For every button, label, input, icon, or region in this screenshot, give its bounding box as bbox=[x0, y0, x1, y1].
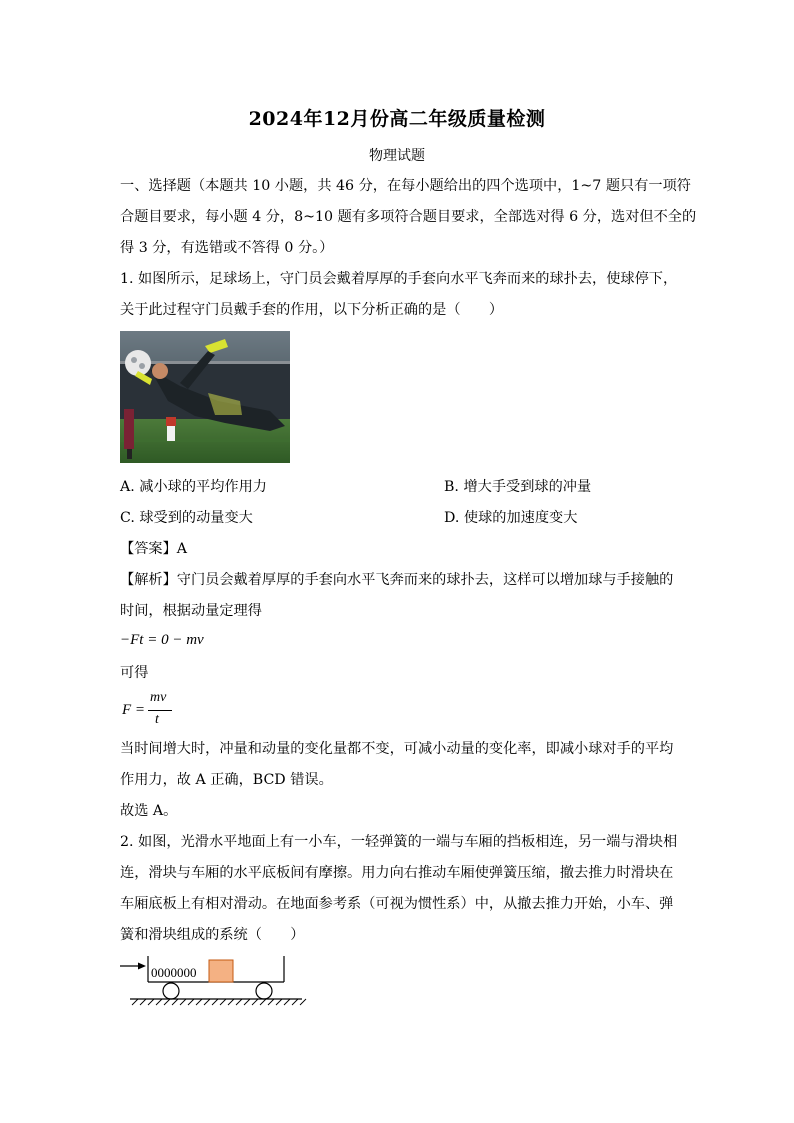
q2-stem-line-1: 2. 如图，光滑水平地面上有一小车，一轻弹簧的一端与车厢的挡板相连，另一端与滑块相 bbox=[120, 834, 678, 850]
cart-spring-diagram bbox=[118, 948, 308, 1010]
q1-option-b: B. 增大手受到球的冲量 bbox=[444, 479, 592, 495]
formula-denominator: t bbox=[155, 712, 159, 727]
section-intro-line-2: 合题目要求，每小题 4 分，8~10 题有多项符合题目要求，全部选对得 6 分，选对但不全的 bbox=[120, 209, 697, 225]
hatch-mark bbox=[156, 999, 162, 1005]
hatch-mark bbox=[188, 999, 194, 1005]
hatch-mark bbox=[252, 999, 258, 1005]
q1-option-d: D. 使球的加速度变大 bbox=[444, 510, 578, 526]
hatch-mark bbox=[204, 999, 210, 1005]
slider-block bbox=[209, 960, 233, 982]
q1-option-c: C. 球受到的动量变大 bbox=[120, 510, 253, 526]
q1-formula-force bbox=[120, 690, 180, 732]
hatch-mark bbox=[300, 999, 306, 1005]
q1-stem-line-2: 关于此过程守门员戴手套的作用，以下分析正确的是（ ） bbox=[120, 302, 504, 318]
q1-stem-line-1: 1. 如图所示，足球场上，守门员会戴着厚厚的手套向水平飞奔而来的球扑去，使球停下， bbox=[120, 271, 678, 287]
goalkeeper-photo bbox=[120, 331, 290, 463]
q1-conclusion-line-1: 当时间增大时，冲量和动量的变化量都不变，可减小动量的变化率，即减小球对手的平均 bbox=[120, 741, 674, 757]
hatch-mark bbox=[220, 999, 226, 1005]
q2-stem-line-2: 连，滑块与车厢的水平底板间有摩擦。用力向右推动车厢使弹簧压缩，撤去推力时滑块在 bbox=[120, 865, 674, 881]
q1-answer: 【答案】A bbox=[120, 541, 187, 557]
hatch-mark bbox=[244, 999, 250, 1005]
hatch-mark bbox=[180, 999, 186, 1005]
section-intro-line-3: 得 3 分，有选错或不答得 0 分。） bbox=[120, 240, 334, 256]
q1-choose: 故选 A。 bbox=[120, 803, 178, 819]
hatch-mark bbox=[196, 999, 202, 1005]
hatch-mark bbox=[284, 999, 290, 1005]
hatch-mark bbox=[260, 999, 266, 1005]
q1-analysis-line-2: 时间，根据动量定理得 bbox=[120, 603, 262, 619]
page-subtitle: 物理试题 bbox=[369, 148, 425, 164]
hatch-mark bbox=[276, 999, 282, 1005]
push-arrow-icon bbox=[138, 963, 146, 970]
hatch-mark bbox=[148, 999, 154, 1005]
q2-stem-line-3: 车厢底板上有相对滑动。在地面参考系（可视为惯性系）中，从撤去推力开始，小车、弹 bbox=[120, 896, 674, 912]
fraction-bar bbox=[148, 710, 172, 711]
q1-formula-impulse: −Ft = 0 − mv bbox=[120, 632, 204, 648]
q1-conclusion-line-2: 作用力，故 A 正确，BCD 错误。 bbox=[120, 772, 333, 788]
q1-option-a: A. 减小球的平均作用力 bbox=[120, 479, 267, 495]
hatch-mark bbox=[268, 999, 274, 1005]
q1-kede: 可得 bbox=[120, 665, 149, 681]
cart-wheel-left bbox=[163, 983, 179, 999]
q1-analysis-line-1: 【解析】守门员会戴着厚厚的手套向水平飞奔而来的球扑去，这样可以增加球与手接触的 bbox=[120, 572, 674, 588]
cart-wheel-right bbox=[256, 983, 272, 999]
hatch-mark bbox=[228, 999, 234, 1005]
formula-numerator: mv bbox=[150, 690, 167, 705]
q2-stem-line-4: 簧和滑块组成的系统（ ） bbox=[120, 927, 305, 943]
page-title: 2024年12月份高二年级质量检测 bbox=[248, 108, 546, 130]
hatch-mark bbox=[236, 999, 242, 1005]
section-intro-line-1: 一、选择题（本题共 10 小题，共 46 分，在每小题给出的四个选项中，1~7 题只有一项符 bbox=[120, 178, 691, 194]
hatch-mark bbox=[132, 999, 138, 1005]
hatch-mark bbox=[292, 999, 298, 1005]
hatch-mark bbox=[172, 999, 178, 1005]
spring-coils: 0000000 bbox=[151, 965, 197, 980]
formula-lhs: F = bbox=[122, 702, 146, 718]
hatch-mark bbox=[212, 999, 218, 1005]
hatch-mark bbox=[140, 999, 146, 1005]
hatch-mark bbox=[164, 999, 170, 1005]
ground-hatching bbox=[132, 999, 306, 1005]
